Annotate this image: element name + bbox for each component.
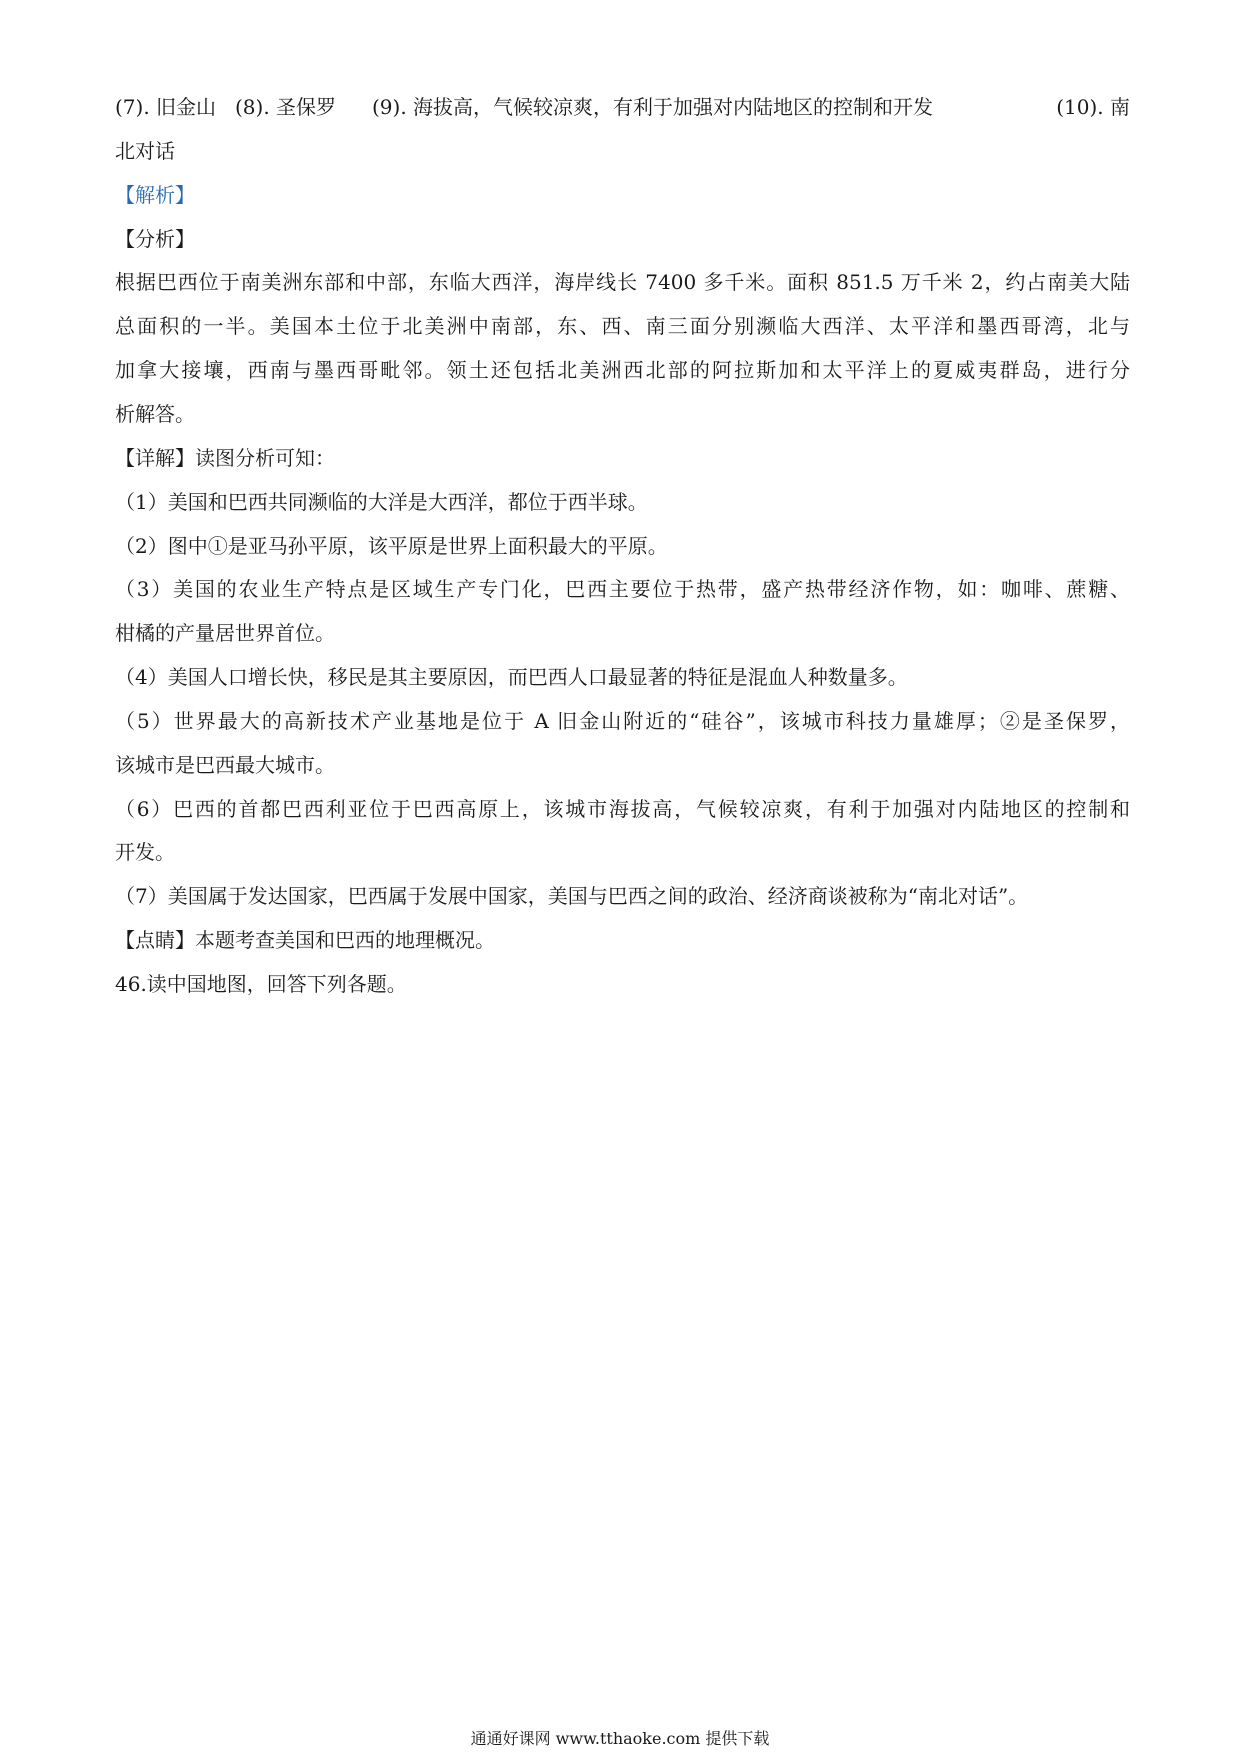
analysis-line: 析解答。: [115, 402, 195, 426]
answer-7: (7). 旧金山: [115, 95, 217, 119]
answer-10-start: (10). 南: [1056, 95, 1130, 119]
label-jiexi: 【解析】: [115, 183, 195, 207]
analysis-line: 加拿大接壤，西南与墨西哥毗邻。领土还包括北美洲西北部的阿拉斯加和太平洋上的夏威夷群岛，进行分: [115, 358, 1130, 382]
answer-8: (8). 圣保罗: [235, 95, 337, 119]
answer-10-end: 北对话: [115, 139, 175, 163]
page-footer: 通通好课网 www.tthaoke.com 提供下载: [470, 1729, 770, 1748]
label-dianjing: 【点睛】本题考查美国和巴西的地理概况。: [115, 928, 495, 952]
detail-line: 该城市是巴西最大城市。: [115, 753, 335, 777]
detail-line: （2）图中①是亚马孙平原，该平原是世界上面积最大的平原。: [115, 534, 668, 558]
detail-line: （3）美国的农业生产特点是区域生产专门化，巴西主要位于热带，盛产热带经济作物，如：咖啡、蔗糖、: [115, 577, 1130, 601]
analysis-line: 根据巴西位于南美洲东部和中部，东临大西洋，海岸线长 7400 多千米。面积 851.5 万千米 2，约占南美大陆: [115, 270, 1130, 294]
detail-line: （1）美国和巴西共同濒临的大洋是大西洋，都位于西半球。: [115, 490, 648, 514]
detail-line: 柑橘的产量居世界首位。: [115, 621, 335, 645]
detail-line: （6）巴西的首都巴西利亚位于巴西高原上，该城市海拔高，气候较凉爽，有利于加强对内陆地区的控制和: [115, 797, 1130, 821]
detail-line: （5）世界最大的高新技术产业基地是位于 A 旧金山附近的“硅谷”，该城市科技力量雄厚；②是圣保罗，: [115, 709, 1130, 733]
detail-line: （4）美国人口增长快，移民是其主要原因，而巴西人口最显著的特征是混血人种数量多。: [115, 665, 908, 689]
next-question: 46.读中国地图，回答下列各题。: [115, 972, 407, 996]
answer-9: (9). 海拔高，气候较凉爽，有利于加强对内陆地区的控制和开发: [372, 95, 934, 119]
label-xiangjie: 【详解】读图分析可知：: [115, 446, 335, 470]
analysis-line: 总面积的一半。美国本土位于北美洲中南部，东、西、南三面分别濒临大西洋、太平洋和墨西哥湾，北与: [115, 314, 1130, 338]
detail-line: （7）美国属于发达国家，巴西属于发展中国家，美国与巴西之间的政治、经济商谈被称为“南北对话”。: [115, 884, 1029, 908]
detail-line: 开发。: [115, 840, 175, 864]
label-fenxi: 【分析】: [115, 227, 195, 251]
